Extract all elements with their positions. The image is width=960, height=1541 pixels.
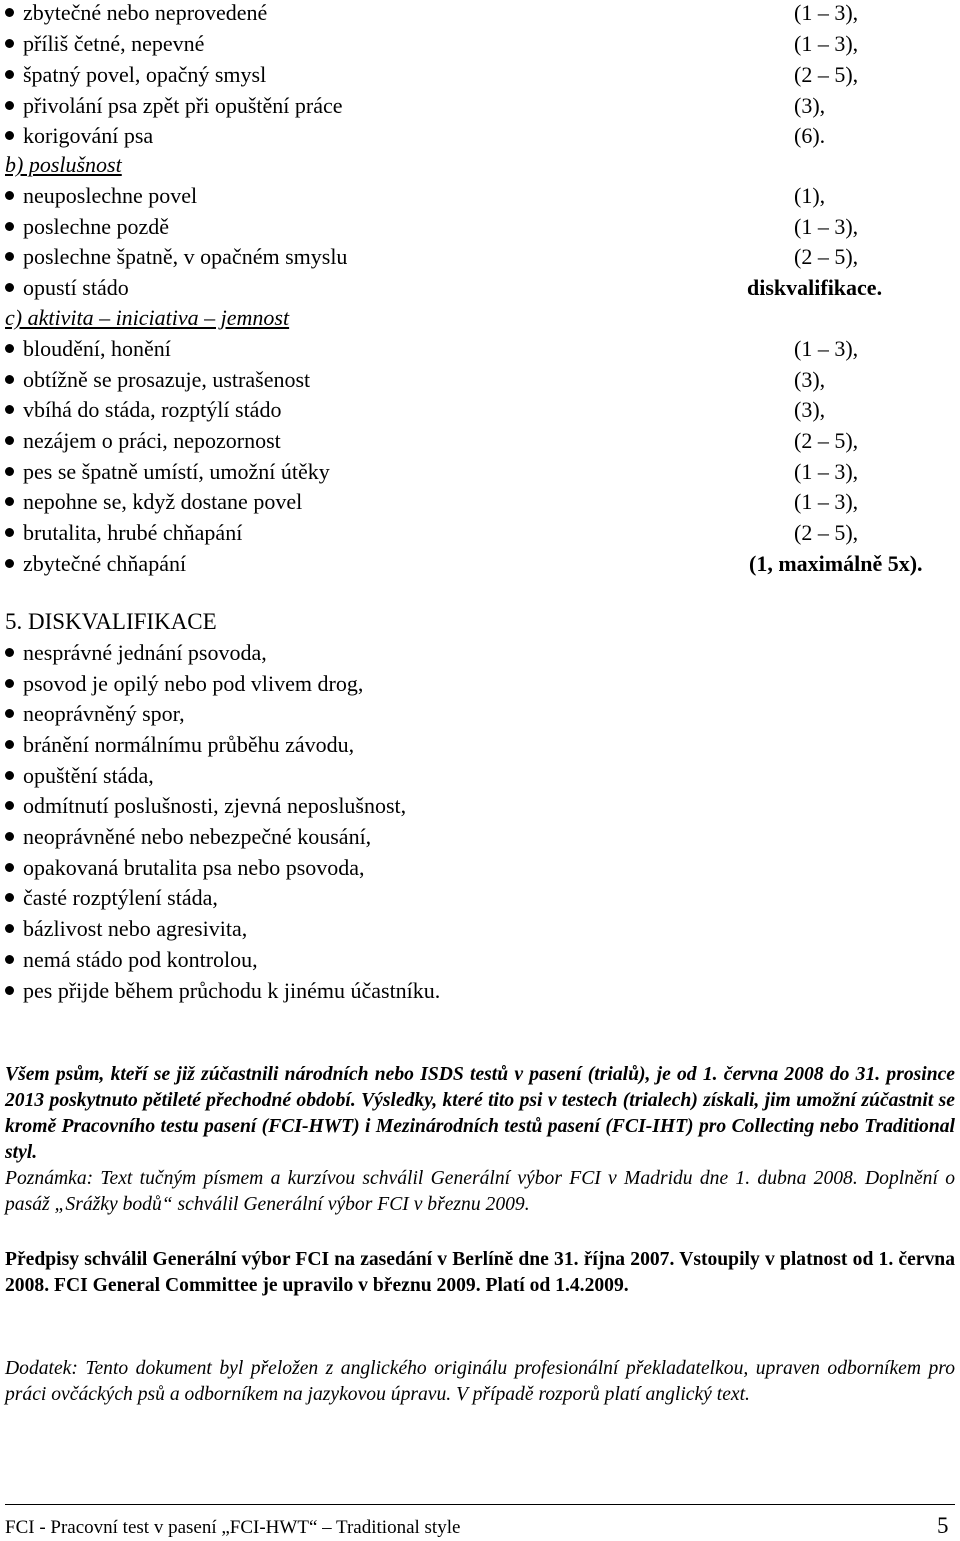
- item-text: zbytečné chňapání: [23, 551, 187, 576]
- bullet-icon: [5, 497, 14, 506]
- note-paragraph: Poznámka: Text tučným písmem a kurzívou schválil Generální výbor FCI v Madridu dne 1. dubna 2008. Doplnění o pasáž „Srážky bodů“ schválil Generální výbor FCI v březnu 2009.: [5, 1168, 955, 1215]
- bullet-icon: [5, 559, 14, 568]
- item-penalty: (3),: [794, 397, 826, 422]
- item-penalty: (2 – 5),: [794, 244, 859, 269]
- item-penalty: (1 – 3),: [794, 459, 859, 484]
- list-item: [0, 486, 960, 517]
- item-text: nezájem o práci, nepozornost: [23, 428, 281, 453]
- item-penalty: (2 – 5),: [794, 520, 859, 545]
- item-text: špatný povel, opačný smysl: [23, 62, 267, 87]
- item-text: neoprávněné nebo nebezpečné kousání,: [23, 824, 372, 849]
- list-item: [0, 28, 960, 59]
- bullet-icon: [5, 375, 14, 384]
- bullet-icon: [5, 467, 14, 476]
- item-text: časté rozptýlení stáda,: [23, 885, 218, 910]
- list-item: [0, 333, 960, 364]
- list-item: [0, 364, 960, 395]
- item-text: neuposlechne povel: [23, 183, 198, 208]
- item-penalty: (1 – 3),: [794, 336, 859, 361]
- list-item: [0, 425, 960, 456]
- item-text: opustí stádo: [23, 275, 129, 300]
- list-item: [0, 211, 960, 242]
- bullet-icon: [5, 986, 14, 995]
- list-item: [0, 698, 960, 729]
- approval-paragraph: Předpisy schválil Generální výbor FCI na zasedání v Berlíně dne 31. října 2007. Vstoupily v platnost od 1. června 2008. FCI General Committee je upravilo v březnu 2009. Platí od 1.4.2009.: [5, 1249, 955, 1296]
- bullet-icon: [5, 771, 14, 780]
- list-item: [0, 394, 960, 425]
- bullet-icon: [5, 740, 14, 749]
- page-number: 5: [937, 1513, 949, 1538]
- item-text: příliš četné, nepevné: [23, 31, 205, 56]
- list-item: [0, 637, 960, 668]
- bullet-icon: [5, 39, 14, 48]
- item-penalty: (1 – 3),: [794, 0, 859, 25]
- bullet-icon: [5, 70, 14, 79]
- item-penalty: (3),: [794, 93, 826, 118]
- item-text: brutalita, hrubé chňapání: [23, 520, 243, 545]
- list-item: [0, 975, 960, 1006]
- bullet-icon: [5, 709, 14, 718]
- item-penalty: (2 – 5),: [794, 62, 859, 87]
- item-text: přivolání psa zpět při opuštění práce: [23, 93, 343, 118]
- item-text: nepohne se, když dostane povel: [23, 489, 303, 514]
- bullet-icon: [5, 924, 14, 933]
- bullet-icon: [5, 648, 14, 657]
- item-penalty: (2 – 5),: [794, 428, 859, 453]
- bullet-icon: [5, 405, 14, 414]
- footer-document-title: FCI - Pracovní test v pasení „FCI-HWT“ – Traditional style: [5, 1517, 461, 1538]
- item-text: nesprávné jednání psovoda,: [23, 640, 267, 665]
- bullet-icon: [5, 436, 14, 445]
- item-penalty: (3),: [794, 367, 826, 392]
- list-item: [0, 59, 960, 90]
- bullet-icon: [5, 283, 14, 292]
- list-item: [0, 272, 960, 303]
- list-item: [0, 760, 960, 791]
- list-item: [0, 821, 960, 852]
- bullet-icon: [5, 832, 14, 841]
- list-item: [0, 668, 960, 699]
- item-text: bázlivost nebo agresivita,: [23, 916, 248, 941]
- item-text: pes se špatně umístí, umožní útěky: [23, 459, 330, 484]
- item-text: korigování psa: [23, 123, 154, 148]
- item-text: poslechne špatně, v opačném smyslu: [23, 244, 348, 269]
- footer-divider: [5, 1504, 955, 1505]
- list-item: [0, 548, 960, 579]
- bullet-icon: [5, 344, 14, 353]
- section-heading-disqualification: 5. DISKVALIFIKACE: [5, 609, 217, 634]
- list-item: [0, 90, 960, 121]
- bullet-icon: [5, 893, 14, 902]
- list-item: [0, 852, 960, 883]
- item-text: poslechne pozdě: [23, 214, 169, 239]
- list-item: [0, 729, 960, 760]
- bullet-icon: [5, 101, 14, 110]
- bullet-icon: [5, 8, 14, 17]
- bullet-icon: [5, 801, 14, 810]
- bullet-icon: [5, 131, 14, 140]
- item-text: bránění normálnímu průběhu závodu,: [23, 732, 355, 757]
- item-text: opuštění stáda,: [23, 763, 154, 788]
- list-item: [0, 790, 960, 821]
- bullet-icon: [5, 222, 14, 231]
- item-text: opakovaná brutalita psa nebo psovoda,: [23, 855, 365, 880]
- addendum-paragraph: Dodatek: Tento dokument byl přeložen z anglického originálu profesionální překladatelkou, upraven odborníkem pro práci ovčáckých psů a odborníkem na jazykovou úpravu. V případě rozporů platí anglický text.: [5, 1358, 955, 1405]
- item-text: obtížně se prosazuje, ustrašenost: [23, 367, 311, 392]
- bullet-icon: [5, 252, 14, 261]
- item-text: odmítnutí poslušnosti, zjevná neposlušnost,: [23, 793, 407, 818]
- bullet-icon: [5, 679, 14, 688]
- section-heading-obedience: b) poslušnost: [5, 152, 122, 177]
- item-text: zbytečné nebo neprovedené: [23, 0, 268, 25]
- list-item: [0, 944, 960, 975]
- item-penalty: (1, maximálně 5x).: [749, 551, 923, 576]
- bullet-icon: [5, 955, 14, 964]
- item-text: neoprávněný spor,: [23, 701, 185, 726]
- list-item: [0, 0, 960, 28]
- list-item: [0, 120, 960, 151]
- bullet-icon: [5, 528, 14, 537]
- item-text: psovod je opilý nebo pod vlivem drog,: [23, 671, 364, 696]
- item-text: bloudění, honění: [23, 336, 171, 361]
- list-item: [0, 913, 960, 944]
- item-penalty: (1 – 3),: [794, 489, 859, 514]
- list-item: [0, 456, 960, 487]
- item-text: pes přijde během průchodu k jinému účastníku.: [23, 978, 441, 1003]
- item-penalty: (1),: [794, 183, 826, 208]
- item-penalty: (1 – 3),: [794, 214, 859, 239]
- bullet-icon: [5, 191, 14, 200]
- item-penalty: diskvalifikace.: [747, 275, 883, 300]
- list-item: [0, 241, 960, 272]
- transition-period-paragraph: Všem psům, kteří se již zúčastnili národních nebo ISDS testů v pasení (trialů), je od 1. června 2008 do 31. prosince 2013 poskytnuto pětileté přechodné období. Výsledky, které tito psi v testech (trialech) získali, jim umožní zúčastnit se kromě Pracovního testu pasení (FCI-HWT) i Mezinárodních testů pasení (FCI-IHT) pro Collecting nebo Traditional styl.: [5, 1064, 955, 1163]
- section-heading-activity: c) aktivita – iniciativa – jemnost: [5, 305, 290, 330]
- item-text: nemá stádo pod kontrolou,: [23, 947, 258, 972]
- item-penalty: (1 – 3),: [794, 31, 859, 56]
- list-item: [0, 180, 960, 211]
- item-text: vbíhá do stáda, rozptýlí stádo: [23, 397, 282, 422]
- list-item: [0, 882, 960, 913]
- list-item: [0, 517, 960, 548]
- bullet-icon: [5, 863, 14, 872]
- item-penalty: (6).: [794, 123, 826, 148]
